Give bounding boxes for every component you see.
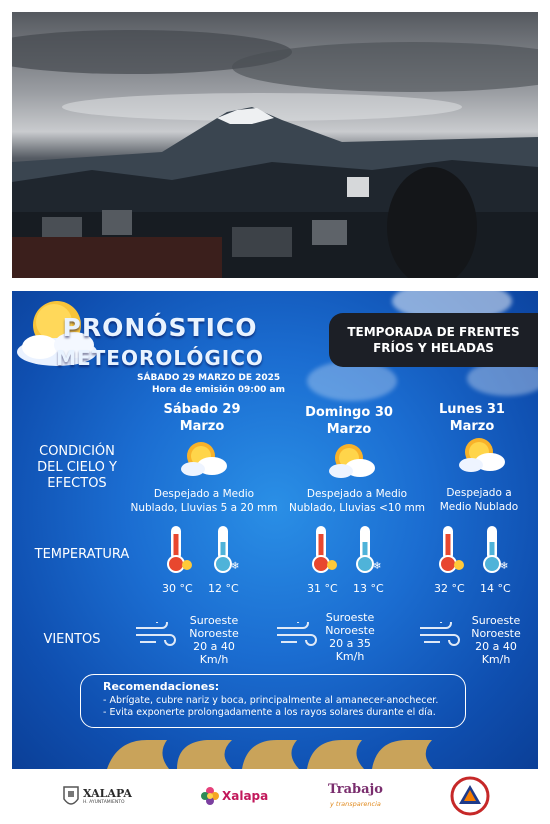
recommendations-box <box>80 674 466 728</box>
thermometer-cold-icon <box>480 524 510 574</box>
decorative-gold-pattern <box>107 740 437 769</box>
wind-icon <box>418 622 462 648</box>
recommendation-item: - Abrígate, cubre nariz y boca, principalmente al amanecer-anochecer. <box>103 695 439 706</box>
row-label-winds: VIENTOS <box>43 632 101 647</box>
day-name: Domingo 30 <box>305 405 393 420</box>
xalapa-city-logo <box>200 782 270 812</box>
partly-cloudy-icon <box>179 438 229 478</box>
partly-cloudy-icon <box>457 434 507 474</box>
cloud-decoration <box>307 361 397 401</box>
day-header <box>427 401 517 435</box>
title-line1: PRONÓSTICO <box>62 313 258 342</box>
wind-line: Suroeste <box>325 611 375 624</box>
wind-text <box>312 611 388 663</box>
trabajo-transparencia-logo <box>328 780 388 814</box>
condition-text <box>282 487 432 515</box>
temp-max: 31 °C <box>307 582 338 595</box>
wind-line: Suroeste <box>471 614 521 627</box>
city-shield-icon <box>63 785 79 809</box>
condition-line: Despejado a <box>446 487 512 499</box>
wind-line: Suroeste <box>189 614 239 627</box>
wind-line: Noroeste <box>189 627 239 640</box>
condition-line: Medio Nublado <box>439 501 519 513</box>
season-banner <box>329 313 538 367</box>
logo-subtext: y transparencia <box>330 800 381 808</box>
temp-max: 32 °C <box>434 582 465 595</box>
condition-text <box>430 486 528 514</box>
day-name: Sábado 29 <box>163 402 241 417</box>
temp-min: 13 °C <box>353 582 384 595</box>
wind-line: Km/h <box>335 650 365 663</box>
day-month: Marzo <box>449 419 495 434</box>
temp-min: 14 °C <box>480 582 511 595</box>
svg-text:❄: ❄ <box>373 561 382 572</box>
row-label-line: CONDICIÓN <box>39 444 115 459</box>
footer-logos <box>0 772 550 824</box>
logo-text: XALAPA <box>83 787 132 800</box>
proteccion-civil-logo <box>450 776 490 816</box>
temp-max: 30 °C <box>162 582 193 595</box>
thermometer-cold-icon <box>211 524 241 574</box>
flower-icon <box>200 786 220 806</box>
recommendation-item: - Evita exponerte prolongadamente a los rayos solares durante el día. <box>103 707 436 718</box>
civil-protection-icon <box>450 776 490 816</box>
condition-line: Despejado a Medio <box>306 488 408 500</box>
day-header <box>294 404 404 438</box>
condition-text <box>124 487 284 515</box>
temp-min: 12 °C <box>208 582 239 595</box>
row-label-line: EFECTOS <box>47 476 107 491</box>
condition-line: Nublado, Lluvias 5 a 20 mm <box>130 502 278 514</box>
partly-cloudy-icon <box>327 440 377 480</box>
wind-line: 20 a 40 <box>193 640 235 653</box>
season-line2: FRÍOS Y HELADAS <box>373 341 494 355</box>
emission-time: Hora de emisión 09:00 am <box>152 385 286 395</box>
recommendations-title: Recomendaciones: <box>103 680 220 693</box>
wind-text <box>458 614 534 666</box>
season-line1: TEMPORADA DE FRENTES <box>347 325 520 339</box>
wind-line: 20 a 35 <box>329 637 371 650</box>
logo-subtext: H. AYUNTAMIENTO <box>83 800 125 805</box>
forecast-date: SÁBADO 29 MARZO DE 2025 <box>137 373 281 383</box>
logo-text: Trabajo <box>328 782 383 797</box>
day-header <box>152 401 252 435</box>
day-month: Marzo <box>326 422 372 437</box>
thermometer-hot-icon <box>164 524 194 574</box>
wind-icon <box>134 622 178 648</box>
wind-line: 20 a 40 <box>475 640 517 653</box>
row-label-line: DEL CIELO Y <box>37 460 117 475</box>
thermometer-hot-icon <box>309 524 339 574</box>
condition-line: Nublado, Lluvias <10 mm <box>288 502 426 514</box>
wind-line: Km/h <box>481 653 511 666</box>
wind-line: Noroeste <box>471 627 521 640</box>
row-label-temperature: TEMPERATURA <box>34 547 130 562</box>
svg-text:❄: ❄ <box>500 561 509 572</box>
day-name: Lunes 31 <box>439 402 505 417</box>
xalapa-ayuntamiento-logo <box>63 784 133 812</box>
forecast-poster <box>12 291 538 769</box>
wind-line: Noroeste <box>325 624 375 637</box>
thermometer-hot-icon <box>436 524 466 574</box>
svg-text:❄: ❄ <box>231 561 240 572</box>
condition-line: Despejado a Medio <box>153 488 255 500</box>
mountain-photo <box>12 12 538 278</box>
day-month: Marzo <box>179 419 225 434</box>
wind-text <box>176 614 252 666</box>
thermometer-cold-icon <box>353 524 383 574</box>
logo-text: Xalapa <box>222 789 269 803</box>
title-line2: METEOROLÓGICO <box>56 346 264 370</box>
row-label-condition <box>32 444 122 492</box>
logo-text <box>450 776 451 777</box>
wind-line: Km/h <box>199 653 229 666</box>
